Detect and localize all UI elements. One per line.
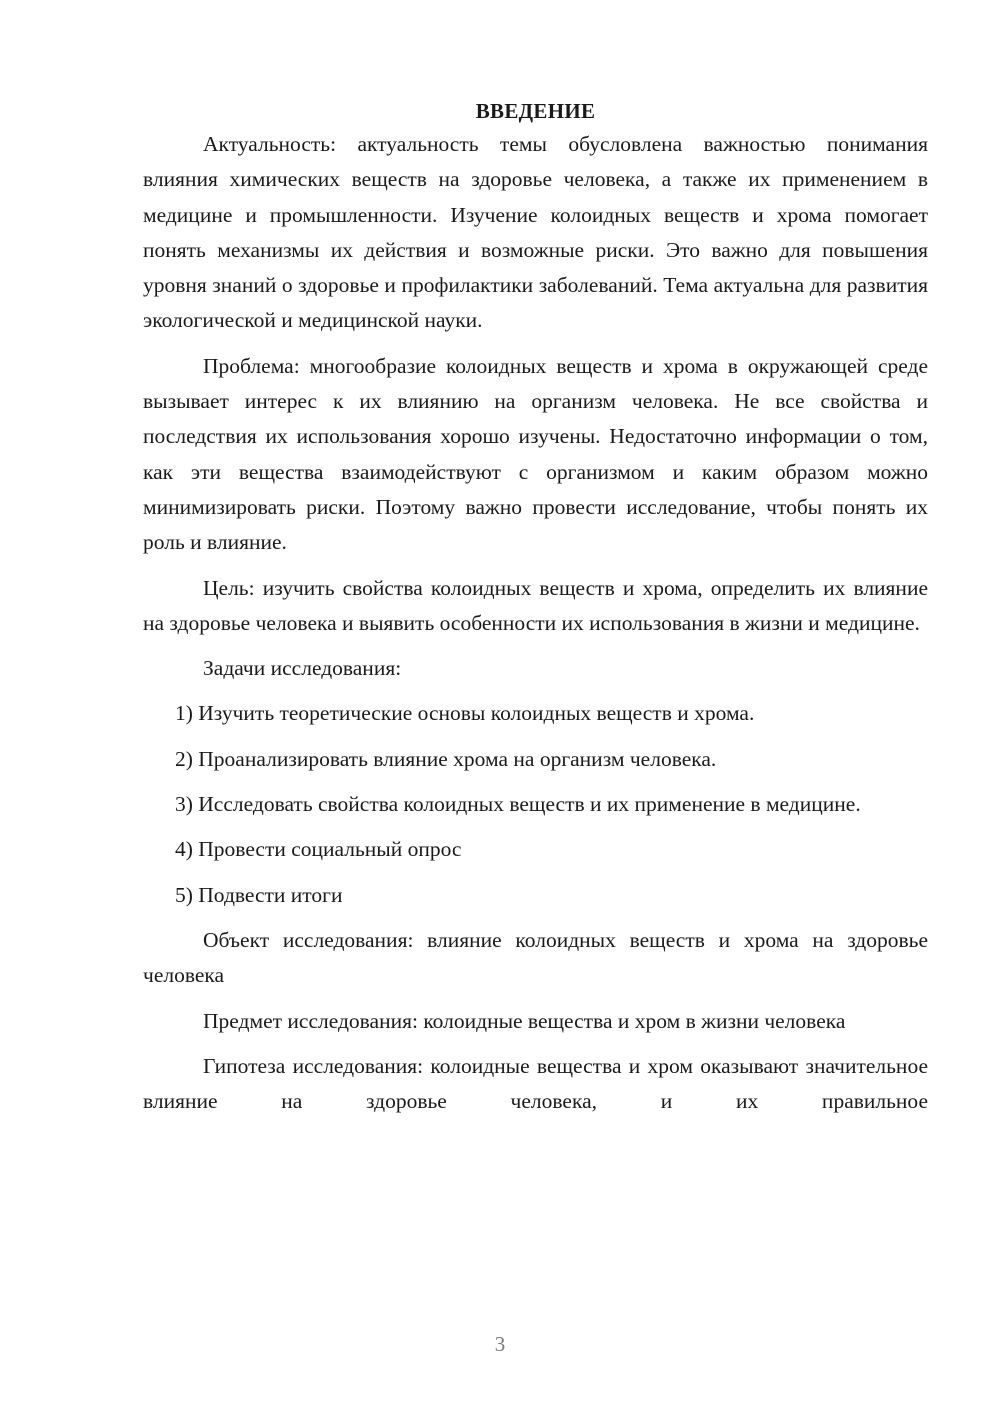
- task-item-3: 3) Исследовать свойства колоидных веществ и их применение в медицине.: [175, 792, 861, 817]
- task-item-5: 5) Подвести итоги: [175, 882, 343, 907]
- task-item-1: 1) Изучить теоретические основы колоидных веществ и хрома.: [175, 701, 755, 726]
- paragraph-problem: Проблема: многообразие колоидных веществ и хрома в окружающей среде вызывает интерес к их влиянию на организм человека. Не все свойства и последствия их использования хорошо изучены. Недостаточно информации о том, как эти вещества взаимодействуют с организмом и каким образом можно минимизировать риски. Поэтому важно провести исследование, чтобы понять их роль и влияние.: [143, 353, 928, 555]
- paragraph-relevance: Актуальность: актуальность темы обусловлена важностью понимания влияния химических веществ на здоровье человека, а также их применением в медицине и промышленности. Изучение колоидных веществ и хрома помогает понять механизмы их действия и возможные риски. Это важно для повышения уровня знаний о здоровье и профилактики заболеваний. Тема актуальна для развития экологической и медицинской науки.: [143, 132, 928, 333]
- task-item-2: 2) Проанализировать влияние хрома на организм человека.: [175, 746, 717, 771]
- tasks-heading: Задачи исследования:: [203, 656, 402, 681]
- document-page: [143, 95, 928, 1129]
- page-number: 3: [494, 1332, 506, 1356]
- paragraph-object: Объект исследования: влияние колоидных веществ и хрома на здоровье человека: [143, 927, 928, 988]
- page-title: ВВЕДЕНИЕ: [475, 99, 596, 123]
- task-item-4: 4) Провести социальный опрос: [175, 837, 462, 862]
- paragraph-goal: Цель: изучить свойства колоидных веществ и хрома, определить их влияние на здоровье человека и выявить особенности их использования в жизни и медицине.: [143, 575, 928, 635]
- paragraph-hypothesis: Гипотеза исследования: колоидные вещества и хром оказывают значительное влияние на здоровье человека, и их правильное: [143, 1053, 928, 1114]
- paragraph-subject: Предмет исследования: колоидные вещества и хром в жизни человека: [203, 1008, 846, 1033]
